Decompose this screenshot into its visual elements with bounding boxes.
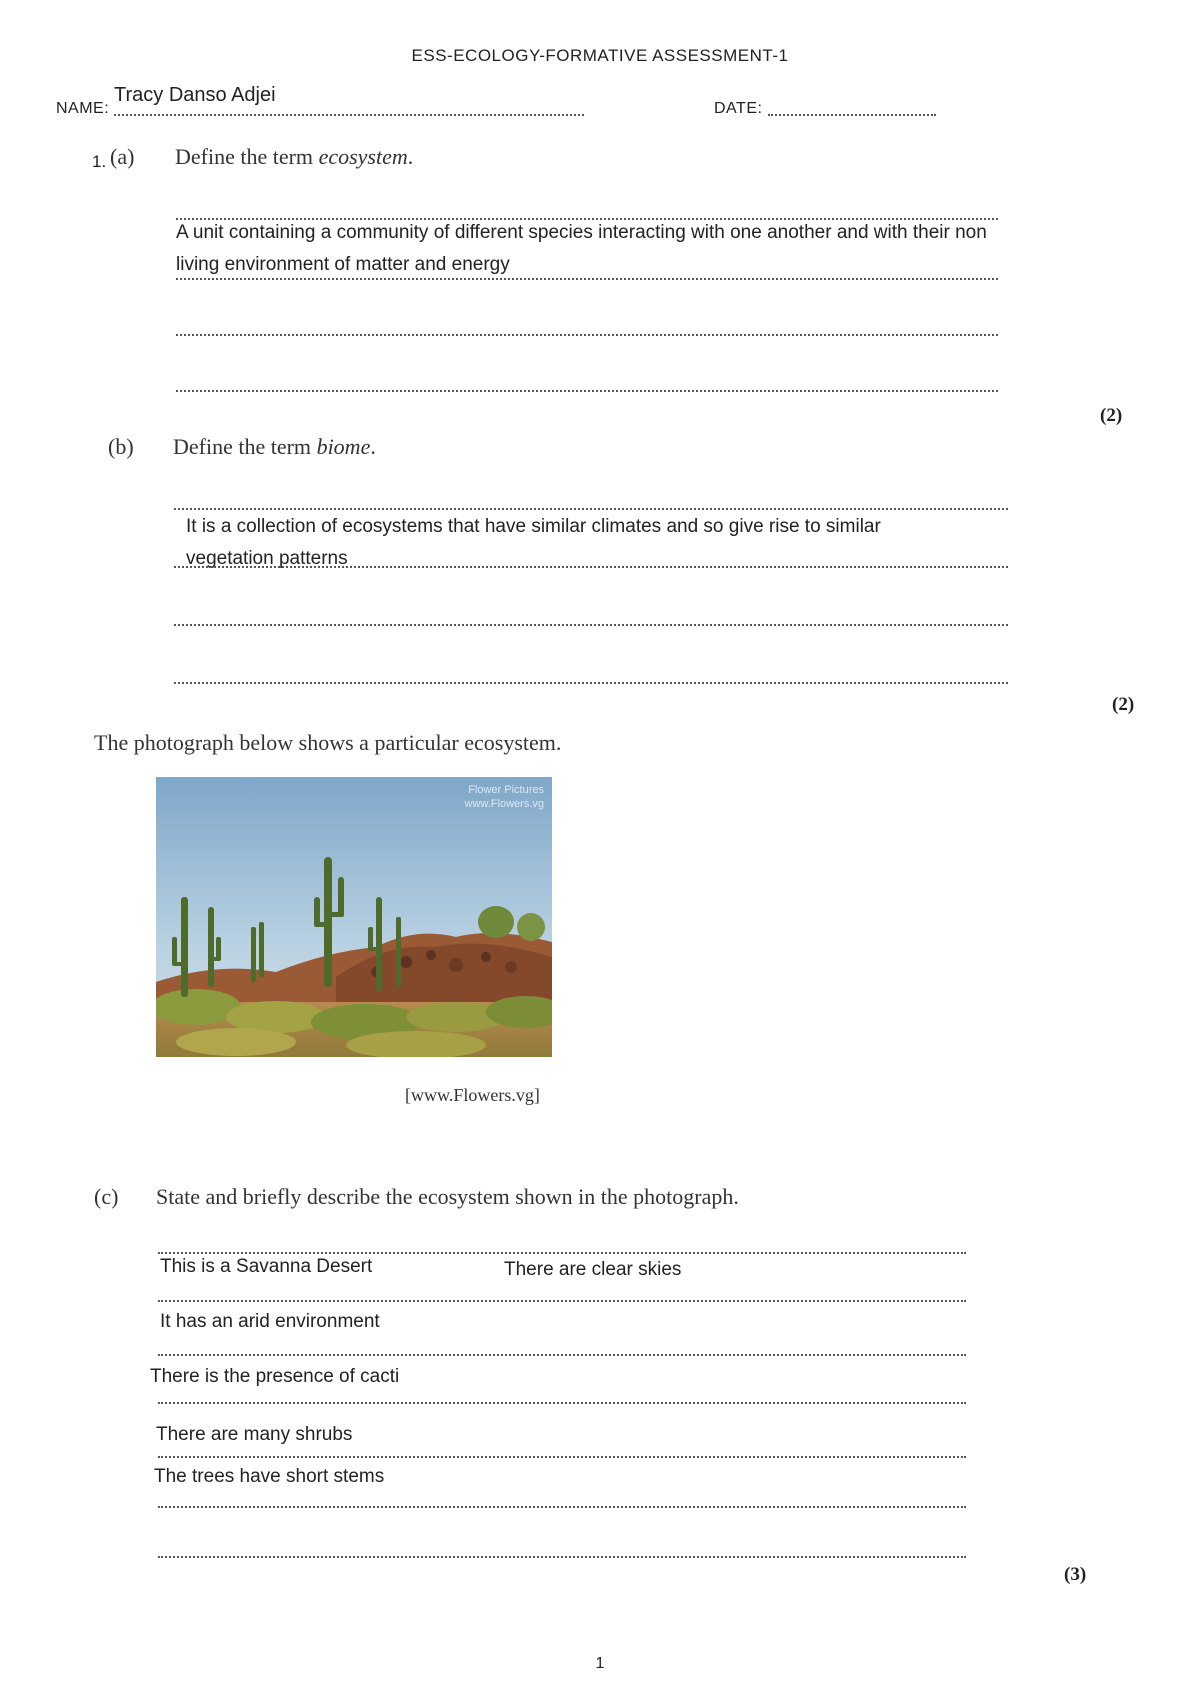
q1a-answer-text-2[interactable]: living environment of matter and energy bbox=[176, 254, 510, 275]
date-label: DATE: bbox=[714, 100, 763, 117]
q1b-part-label: (b) bbox=[108, 434, 134, 459]
q1a-prompt-term: ecosystem bbox=[318, 144, 408, 169]
q1b-prompt-term: biome bbox=[316, 434, 371, 459]
q1c-answer-6[interactable]: The trees have short stems bbox=[154, 1466, 385, 1487]
q1c-prompt: State and briefly describe the ecosystem shown in the photograph. bbox=[156, 1184, 739, 1209]
q1c-answer-line-5 bbox=[158, 1456, 966, 1458]
q1b-answer-line-2 bbox=[174, 566, 1008, 568]
q1c-answer-line-3 bbox=[158, 1354, 966, 1356]
q1c-answer-4[interactable]: There is the presence of cacti bbox=[150, 1366, 400, 1387]
q1c-part-label: (c) bbox=[94, 1184, 119, 1209]
q1c-answer-line-4 bbox=[158, 1402, 966, 1404]
q1c-answer-1[interactable]: This is a Savanna Desert bbox=[160, 1256, 373, 1277]
name-label: NAME: bbox=[56, 100, 110, 117]
photo-intro: The photograph below shows a particular ecosystem. bbox=[94, 730, 562, 755]
q1c-answer-line-6 bbox=[158, 1506, 966, 1508]
q1a-prompt-end: . bbox=[407, 144, 414, 169]
q1c-marks: (3) bbox=[1064, 1564, 1087, 1585]
question-number: 1. bbox=[92, 152, 107, 171]
photo-caption: [www.Flowers.vg] bbox=[405, 1085, 540, 1105]
page-number: 1 bbox=[595, 1655, 605, 1672]
q1c-answer-line-7 bbox=[158, 1556, 966, 1558]
name-dotted-line bbox=[114, 114, 584, 116]
q1a-part-label: (a) bbox=[110, 144, 135, 169]
q1b-marks: (2) bbox=[1112, 694, 1135, 715]
q1b-prompt bbox=[173, 434, 376, 460]
ecosystem-photo bbox=[156, 777, 552, 1057]
q1a-prompt bbox=[175, 144, 413, 170]
q1c-answer-line-2 bbox=[158, 1300, 966, 1302]
q1b-prompt-text: Define the term bbox=[173, 434, 317, 459]
q1a-answer-line-3 bbox=[176, 334, 998, 336]
q1a-answer-line-4 bbox=[176, 390, 998, 392]
page-title: ESS-ECOLOGY-FORMATIVE ASSESSMENT-1 bbox=[411, 46, 789, 65]
photo-watermark-line-2: www.Flowers.vg bbox=[464, 798, 544, 810]
desert-scene-image bbox=[156, 777, 552, 1057]
q1c-answer-3[interactable]: It has an arid environment bbox=[160, 1311, 380, 1332]
date-dotted-line bbox=[768, 114, 936, 116]
q1b-answer-line-4 bbox=[174, 682, 1008, 684]
q1c-answer-5[interactable]: There are many shrubs bbox=[156, 1424, 353, 1445]
q1c-answer-line-1 bbox=[158, 1252, 966, 1254]
q1a-answer-line-2 bbox=[176, 278, 998, 280]
photo-watermark-line-1: Flower Pictures bbox=[468, 784, 544, 796]
q1a-marks: (2) bbox=[1100, 405, 1123, 426]
q1c-answer-2[interactable]: There are clear skies bbox=[504, 1259, 682, 1280]
q1b-answer-line-1 bbox=[174, 508, 1008, 510]
q1a-answer-line-1 bbox=[176, 218, 998, 220]
q1b-answer-line-3 bbox=[174, 624, 1008, 626]
photo-watermark bbox=[465, 783, 544, 811]
q1b-answer-text-2[interactable]: vegetation patterns bbox=[186, 548, 348, 569]
q1b-prompt-end: . bbox=[370, 434, 376, 459]
q1b-answer-text-1[interactable]: It is a collection of ecosystems that have similar climates and so give rise to similar bbox=[186, 516, 881, 537]
q1a-prompt-text: Define the term bbox=[175, 144, 319, 169]
q1a-answer-text-1[interactable]: A unit containing a community of different species interacting with one another and with their non bbox=[176, 222, 987, 243]
name-value[interactable]: Tracy Danso Adjei bbox=[114, 84, 276, 106]
